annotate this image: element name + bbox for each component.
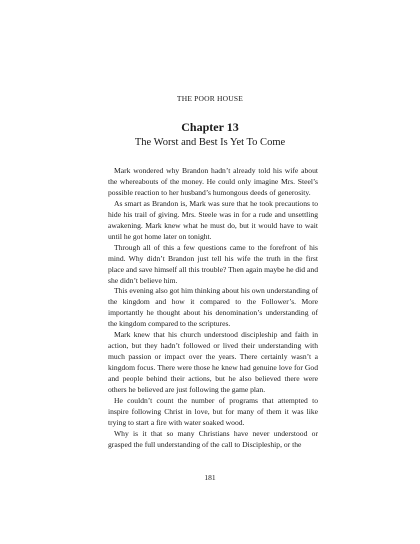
paragraph: Mark knew that his church understood discipleship and faith in action, but they hadn’t followed or lived their understanding with much passion or impact over the years. There certainly wasn’t a kingdom focus. There were those he knew had genuine love for God and people behind their actions, but he also believed there were others he believed are just following the game plan.: [108, 330, 318, 395]
paragraph: This evening also got him thinking about his own understanding of the kingdom and how it compared to the Follower’s. More importantly he thought about his denomination’s understanding of the kingdom compared to the scriptures.: [108, 286, 318, 329]
paragraph: Through all of this a few questions came to the forefront of his mind. Why didn’t Brandon just tell his wife the truth in the first place and save himself all this trouble? Then again maybe he did and she didn’t believe him.: [108, 242, 318, 285]
body-text: [108, 166, 318, 451]
paragraph: Why is it that so many Christians have never understood or grasped the full understanding of the call to Discipleship, or the: [108, 428, 318, 449]
paragraph: He couldn’t count the number of programs that attempted to inspire following Christ in love, but for many of them it was like trying to start a fire with water soaked wood.: [108, 396, 318, 427]
page-number: 181: [204, 473, 216, 482]
chapter-title: The Worst and Best Is Yet To Come: [134, 137, 286, 148]
running-head: THE POOR HOUSE: [176, 94, 244, 103]
paragraph: Mark wondered why Brandon hadn’t already told his wife about the whereabouts of the money. He could only imagine Mrs. Steel’s possible reaction to her husband’s humongous deeds of generosity.: [108, 166, 318, 197]
chapter-number: Chapter 13: [181, 120, 239, 134]
paragraph: As smart as Brandon is, Mark was sure that he took precautions to hide his trail of giving. Mrs. Steele was in for a rude and unsettling awakening. Mark knew what he must do, but it would have to wait until he got home later on tonight.: [108, 198, 318, 241]
